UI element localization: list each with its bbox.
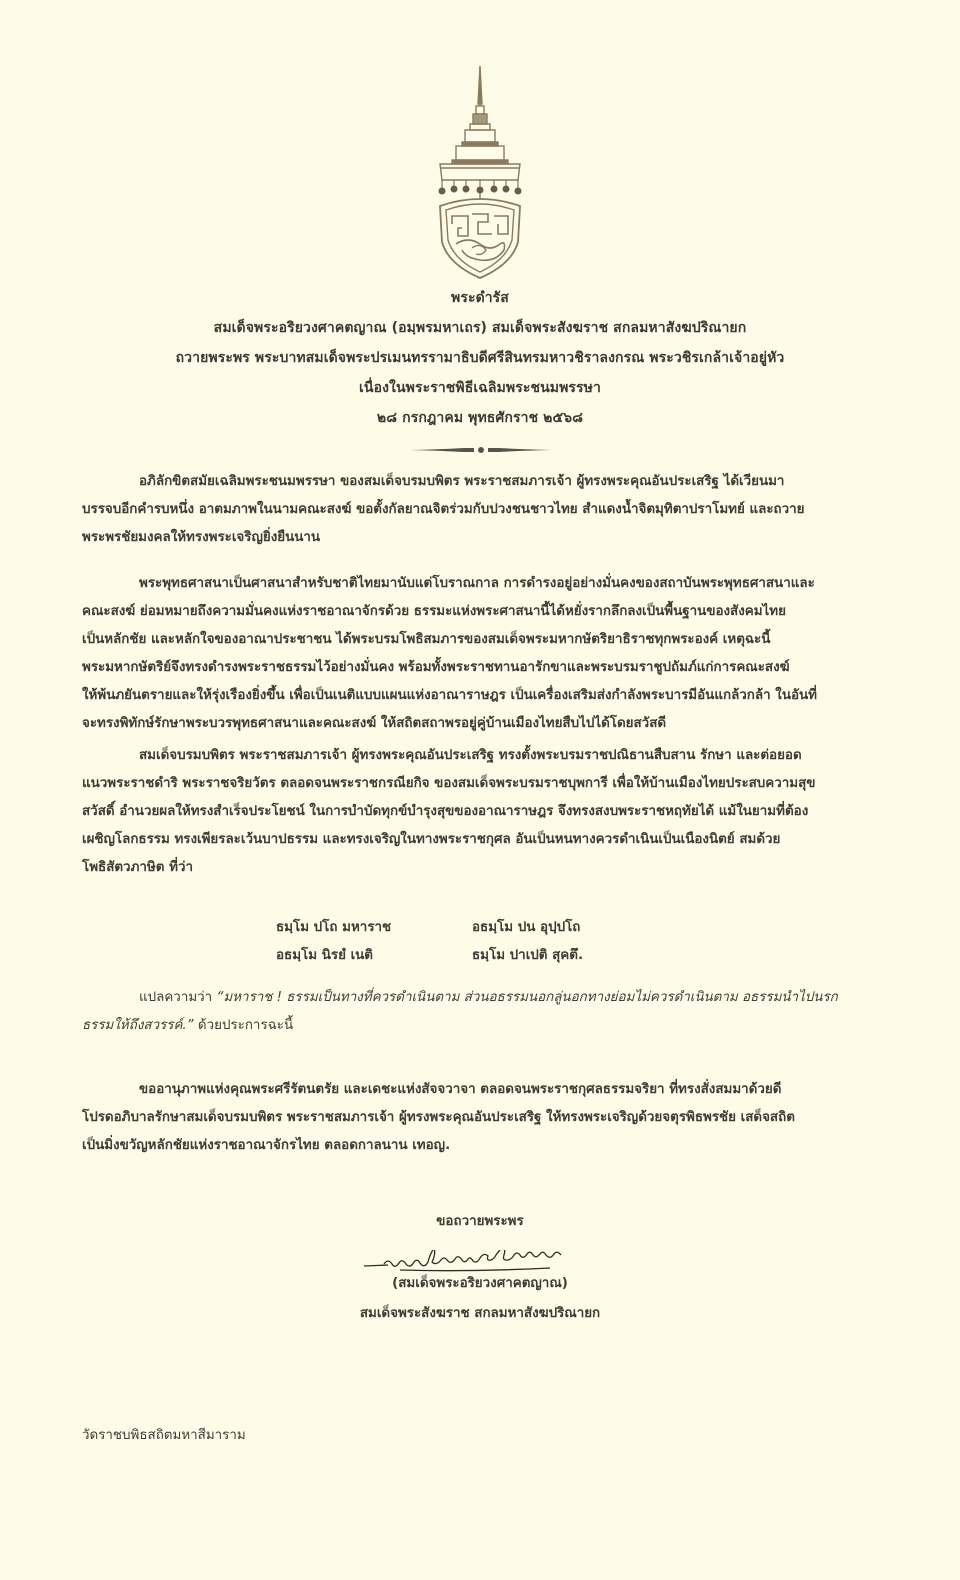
text-line: แนวพระราชดำริ พระราชจริยวัตร ตลอดจนพระราชกรณียกิจ ของสมเด็จพระบรมราชบุพการี เพื่อให้บ้านเมืองไทยประสบความสุข: [82, 776, 816, 791]
translation-trail: ด้วยประการฉะนี้: [193, 1018, 294, 1033]
text-line: เป็นหลักชัย และหลักใจของอาณาประชาชน ได้พระบรมโพธิสมภารของสมเด็จพระมหากษัตริยาธิราชทุกพระองค์ เหตุฉะนี้: [82, 632, 771, 647]
text-line: [82, 1012, 872, 1040]
text-line: อภิลักขิตสมัยเฉลิมพระชนมพรรษา ของสมเด็จบรมบพิตร พระราชสมภารเจ้า ผู้ทรงพระคุณอันประเสริฐ ได้เวียนมา: [139, 474, 785, 489]
text-line: บรรจบอีกคำรบหนึ่ง อาตมภาพในนามคณะสงฆ์ ขอตั้งกัลยาณจิตร่วมกับปวงชนชาวไทย สำแดงน้ำจิตมุทิตาปราโมทย์ และถวาย: [82, 502, 805, 517]
text-line: คณะสงฆ์ ย่อมหมายถึงความมั่นคงแห่งราชอาณาจักรด้วย ธรรมะแห่งพระศาสนานี้ได้หยั่งรากลึกลงเป็นพื้นฐานของสังคมไทย: [82, 604, 786, 619]
paragraph-2: [82, 570, 872, 738]
verse-cell: ธมฺโม ปโถ มหาราช: [276, 920, 392, 935]
author-line: สมเด็จพระอริยวงศาคตญาณ (อมฺพรมหาเถร) สมเด็จพระสังฆราช สกลมหาสังฆปริณายก: [213, 320, 747, 336]
verse-cell: ธมฺโม ปาเปติ สุคตึ.: [472, 948, 584, 963]
verse-cell: อธมฺโม ปน อุปฺปโถ: [472, 920, 581, 935]
date-line: ๒๘ กรกฎาคม พุทธศักราช ๒๕๖๘: [376, 410, 584, 426]
paragraph-1: [82, 468, 872, 552]
signatory-name: (สมเด็จพระอริยวงศาคตญาณ): [392, 1276, 568, 1291]
pali-verse: [276, 914, 636, 970]
verse-row: [276, 914, 636, 942]
footer-place: วัดราชบพิธสถิตมหาสีมาราม: [82, 1428, 246, 1443]
text-line: จะทรงพิทักษ์รักษาพระบวรพุทธศาสนาและคณะสงฆ์ ให้สถิตสถาพรอยู่คู่บ้านเมืองไทยสืบไปได้โดยสวัสดี: [82, 716, 667, 731]
translation-paragraph: [82, 984, 872, 1040]
translation-quote: ธรรมให้ถึงสวรรค์.”: [82, 1018, 194, 1033]
text-line: [82, 984, 872, 1012]
ornamental-divider-icon: [408, 440, 554, 450]
recipient-line: ถวายพระพร พระบาทสมเด็จพระปรเมนทรรามาธิบดีศรีสินทรมหาวชิราลงกรณ พระวชิรเกล้าเจ้าอยู่หัว: [175, 350, 785, 366]
translation-quote: “มหาราช ! ธรรมเป็นทางที่ควรดำเนินตาม ส่วนอธรรมนอกลู่นอกทางย่อมไม่ควรดำเนินตาม อธรรมนำไปนรก: [216, 990, 838, 1005]
text-line: ให้พ้นภยันตรายและให้รุ่งเรืองยิ่งขึ้น เพื่อเป็นเนติแบบแผนแห่งอาณาราษฎร เป็นเครื่องเสริมส่งกำลังพระบารมีอันแกล้วกล้า ในอันที่: [82, 688, 818, 703]
text-line: พระมหากษัตริย์จึงทรงดำรงพระราชธรรมไว้อย่างมั่นคง พร้อมทั้งพระราชทานอารักขาและพระบรมราชูปถัมภ์แก่การคณะสงฆ์: [82, 660, 790, 675]
signatory-title: สมเด็จพระสังฆราช สกลมหาสังฆปริณายก: [359, 1306, 601, 1321]
occasion-line: เนื่องในพระราชพิธีเฉลิมพระชนมพรรษา: [359, 380, 601, 396]
supreme-patriarch-emblem-icon: [432, 64, 528, 280]
letter-header: [0, 283, 960, 433]
letter-title: พระดำรัส: [451, 290, 509, 306]
translation-lead: แปลความว่า: [139, 990, 217, 1005]
text-line: พระพรชัยมงคลให้ทรงพระเจริญยิ่งยืนนาน: [82, 530, 321, 545]
text-line: สมเด็จบรมบพิตร พระราชสมภารเจ้า ผู้ทรงพระคุณอันประเสริฐ ทรงตั้งพระบรมราชปณิธานสืบสาน รักษา และต่อยอด: [139, 748, 802, 763]
text-line: โปรดอภิบาลรักษาสมเด็จบรมบพิตร พระราชสมภารเจ้า ผู้ทรงพระคุณอันประเสริฐ ให้ทรงพระเจริญด้วยจตุรพิธพรชัย เสด็จสถิต: [82, 1110, 795, 1125]
text-line: พระพุทธศาสนาเป็นศาสนาสำหรับชาติไทยมานับแต่โบราณกาล การดำรงอยู่อย่างมั่นคงของสถาบันพระพุทธศาสนาและ: [139, 576, 815, 591]
verse-cell: อธมฺโม นิรยํ เนติ: [276, 948, 374, 963]
verse-row: [276, 942, 636, 970]
text-line: เผชิญโลกธรรม ทรงเพียรละเว้นบาปธรรม และทรงเจริญในทางพระราชกุศล อันเป็นหนทางควรดำเนินเป็นเนืองนิตย์ สมด้วย: [82, 832, 781, 847]
final-paragraph: [82, 1076, 872, 1160]
paragraph-3: [82, 742, 872, 882]
text-line: เป็นมิ่งขวัญหลักชัยแห่งราชอาณาจักรไทย ตลอดกาลนาน เทอญ.: [82, 1138, 451, 1153]
text-line: ขออานุภาพแห่งคุณพระศรีรัตนตรัย และเดชะแห่งสัจจวาจา ตลอดจนพระราชกุศลธรรมจริยา ที่ทรงสั่งสมมาด้วยดี: [139, 1082, 782, 1097]
closing-salutation: ขอถวายพระพร: [436, 1214, 524, 1229]
text-line: โพธิสัตวภาษิต ที่ว่า: [82, 860, 193, 875]
text-line: สวัสดิ์ อำนวยผลให้ทรงสำเร็จประโยชน์ ในการบำบัดทุกข์บำรุงสุขของอาณาราษฎร จึงทรงสงบพระราชหฤทัยได้ แม้ในยามที่ต้อง: [82, 804, 809, 819]
